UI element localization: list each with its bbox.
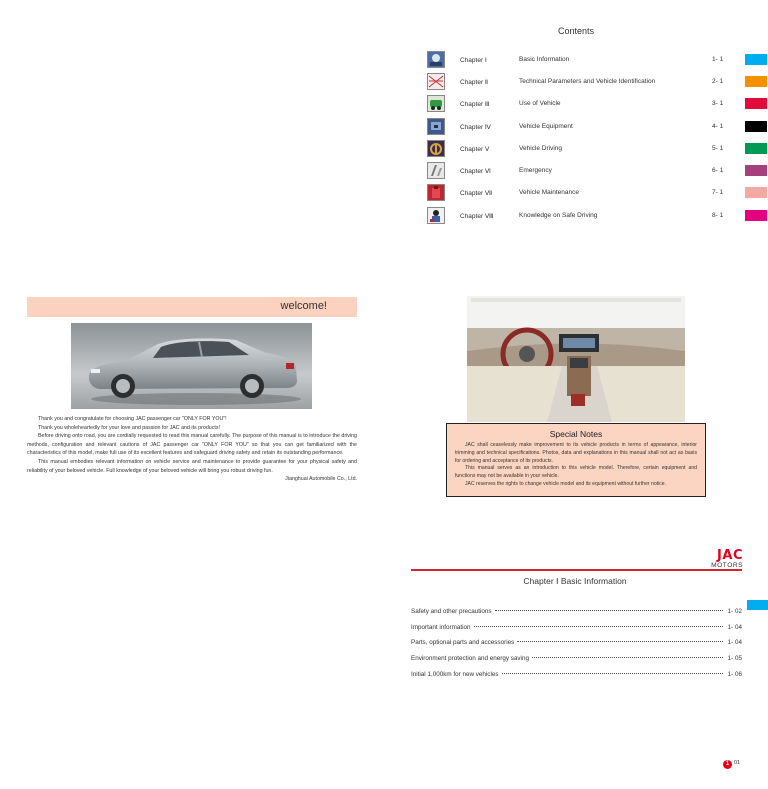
jac-motors-logo: [697, 549, 743, 569]
chapter-entry[interactable]: [411, 624, 742, 634]
toc-chapter: Chapter Ⅰ: [460, 57, 487, 64]
chapter-entry-label: Initial 1,000km for new vehicles: [411, 671, 499, 678]
toc-title: Technical Parameters and Vehicle Identification: [519, 78, 656, 85]
chapter-color-tab: [745, 187, 767, 198]
toc-chapter: Chapter Ⅷ: [460, 213, 494, 220]
toc-page: 1- 1: [712, 56, 724, 63]
toc-title: Use of Vehicle: [519, 100, 561, 107]
chapter-color-tab: [747, 600, 768, 610]
chapter-entry-label: Important information: [411, 624, 471, 631]
toc-title: Vehicle Driving: [519, 145, 562, 152]
page-badge: 1: [723, 760, 732, 769]
toc-title: Knowledge on Safe Driving: [519, 212, 598, 219]
toc-chapter: Chapter Ⅳ: [460, 124, 491, 131]
leader-dots: [474, 626, 724, 627]
chapter-entry-page: 1- 05: [727, 655, 742, 662]
toc-page: 7- 1: [712, 189, 724, 196]
leader-dots: [517, 641, 723, 642]
toc-title: Vehicle Equipment: [519, 123, 573, 130]
toc-page: 2- 1: [712, 78, 724, 85]
chapter-color-tab: [745, 121, 767, 132]
toc-row-chapter-5[interactable]: [427, 140, 768, 158]
toc-page: 3- 1: [712, 100, 724, 107]
car-wash-icon: [427, 51, 445, 68]
toc-row-chapter-3[interactable]: [427, 95, 768, 113]
chapter-entry-label: Safety and other precautions: [411, 608, 492, 615]
welcome-paragraph: Thank you and congratulate for choosing JAC passenger car "ONLY FOR YOU"!: [38, 416, 227, 422]
toc-row-chapter-6[interactable]: [427, 162, 768, 180]
chapter-entry[interactable]: [411, 655, 742, 665]
welcome-paragraph: Thank you wholeheartedly for your love and passion for JAC and its products!: [38, 424, 220, 431]
diagram-icon: [427, 73, 445, 90]
toc-title: Emergency: [519, 167, 552, 174]
interior-photo: [467, 296, 685, 422]
toc-page: 8- 1: [712, 212, 724, 219]
chapter-title: Chapter Ⅰ Basic Information: [523, 576, 627, 586]
toc-chapter: Chapter Ⅲ: [460, 101, 490, 108]
green-car-icon: [427, 95, 445, 112]
contents-title: Contents: [557, 26, 595, 36]
emergency-icon: [427, 162, 445, 179]
chapter-entry-label: Environment protection and energy saving: [411, 655, 529, 662]
toc-row-chapter-8[interactable]: [427, 207, 768, 225]
equipment-icon: [427, 118, 445, 135]
special-notes-box: [446, 423, 706, 497]
toc-page: 6- 1: [712, 167, 724, 174]
chapter-entry-label: Parts, optional parts and accessories: [411, 639, 515, 646]
leader-dots: [495, 610, 723, 611]
welcome-heading: welcome!: [280, 300, 327, 312]
logo-motors: MOTORS: [711, 562, 743, 569]
header-rule: [411, 569, 742, 571]
chapter-color-tab: [745, 210, 767, 221]
toc-title: Basic Information: [519, 56, 570, 63]
toc-row-chapter-1[interactable]: [427, 51, 768, 69]
toc-chapter: Chapter Ⅱ: [460, 79, 489, 86]
chapter-entry-page: 1- 02: [727, 608, 742, 615]
chapter-entry[interactable]: [411, 639, 742, 649]
chapter-color-tab: [745, 54, 767, 65]
welcome-paragraph: This manual embodies relevant information on vehicle service and maintenance to provide guarantee for your physical safety and reliability of your beloved vehicle. Full knowledge of your beloved vehicle will bring you robust driving fun.: [27, 458, 357, 474]
toc-chapter: Chapter Ⅵ: [460, 168, 491, 175]
page-number: 01: [734, 760, 741, 766]
toc-row-chapter-2[interactable]: [427, 73, 768, 91]
toc-chapter: Chapter Ⅶ: [460, 190, 493, 197]
chapter-color-tab: [745, 98, 767, 109]
leader-dots: [532, 657, 723, 658]
chapter-color-tab: [745, 76, 767, 87]
car-photo: [71, 323, 312, 409]
chapter-entry[interactable]: [411, 671, 742, 681]
chapter-color-tab: [745, 143, 767, 154]
maintenance-icon: [427, 184, 445, 201]
logo-jac: JAC: [717, 548, 743, 563]
safe-driving-icon: [427, 207, 445, 224]
welcome-banner: [27, 297, 357, 317]
toc-page: 4- 1: [712, 123, 724, 130]
welcome-signature: Jianghuai Automobile Co., Ltd.: [285, 476, 357, 483]
special-notes-paragraph: JAC shall ceaselessly make improvement to its vehicle products in terms of appearance, interior trimming and technical specifications. Photos, data and explanations in this manual shall not act as basis for ordering and acceptance of its products.: [455, 442, 697, 464]
toc-row-chapter-4[interactable]: [427, 118, 768, 136]
chapter-color-tab: [745, 165, 767, 176]
welcome-paragraph: Before driving onto road, you are cordially requested to read this manual carefully. The purpose of this manual is to introduce the driving methods, configuration and relevant cautions of JAC passenger car "ONLY FOR YOU" so that you can get familiarized with the characteristics of this model, make full use of its excellent features and safeguard driving safety and retain its outstanding performance.: [27, 433, 357, 457]
driving-icon: [427, 140, 445, 157]
special-notes-paragraph: JAC reserves the rights to change vehicle model and its equipment without further notice.: [465, 480, 667, 487]
leader-dots: [502, 673, 724, 674]
special-notes-title: Special Notes: [549, 429, 603, 439]
toc-row-chapter-7[interactable]: [427, 184, 768, 202]
toc-title: Vehicle Maintenance: [519, 189, 579, 196]
chapter-entry-page: 1- 06: [727, 671, 742, 678]
welcome-body: [27, 415, 357, 484]
toc-page: 5- 1: [712, 145, 724, 152]
chapter-entry-page: 1- 04: [727, 639, 742, 646]
chapter-entry[interactable]: [411, 608, 742, 618]
toc-chapter: Chapter Ⅴ: [460, 146, 490, 153]
chapter-entry-page: 1- 04: [727, 624, 742, 631]
special-notes-paragraph: This manual serves as an introduction to this vehicle model. Therefore, certain equipment and functions may not be available in your vehicle.: [455, 465, 697, 480]
